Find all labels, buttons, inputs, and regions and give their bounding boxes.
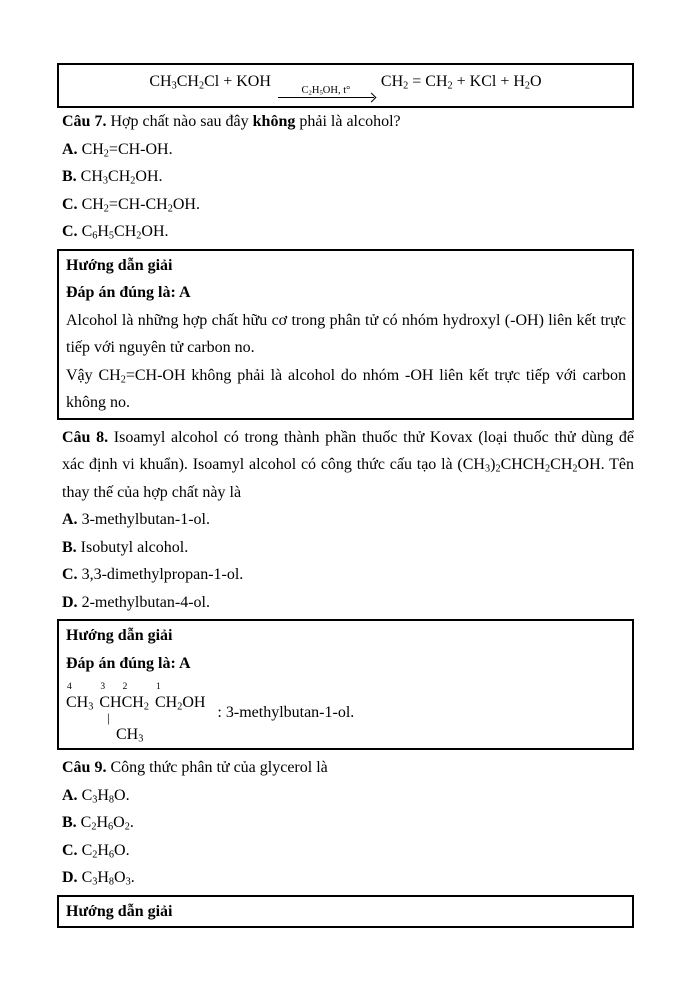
equation-box [57,63,634,108]
formula-carbon-4 [66,682,94,713]
question-7-option-b: B. $CH_3CH_2OH$. [62,168,163,187]
solution-7-box [57,249,634,420]
question-8-option-a: A. 3-methylbutan-1-ol. [62,511,210,528]
question-9-option-c: C. $C_2H_6O$. [62,841,130,860]
solution-7-answer: Đáp án đúng là: A [66,284,191,301]
question-9-option-a: A. $C_3H_8O$. [62,786,130,805]
formula-skeleton [66,681,205,745]
vertical-bond: | [107,710,110,725]
formula-carbon-2 [121,682,149,713]
carbon-group: $CH_2OH$ [154,694,206,713]
solution-7-heading: Hướng dẫn giải [66,256,173,274]
solution-8-box [57,619,634,750]
solution-7-explanation-2: Vậy $CH_2=CH-OH$ không phải là alcohol do nhóm -OH liên kết trực tiếp với carbon không no. [66,366,626,411]
structural-formula [66,681,626,745]
question-8-option-c: C. 3,3-dimethylpropan-1-ol. [62,566,244,583]
solution-8-answer: Đáp án đúng là: A [66,654,191,672]
question-9-option-d: D. $C_3H_8O_3$. [62,869,135,888]
formula-main-chain [66,681,205,712]
question-8-option-b: B. Isobutyl alcohol. [62,538,189,556]
solution-9-box [57,895,634,929]
arrow-line [278,97,374,103]
equation-right: $CH_2 = CH_2$ + KCl + $H_2O$ [380,73,542,92]
carbon-number: 2 [122,682,128,692]
equation-left: $CH_3CH_2Cl$ + KOH [149,73,271,92]
solution-7-explanation-1: Alcohol là những hợp chất hữu cơ trong phân tử có nhóm hydroxyl (-OH) liên kết trực tiếp với nguyên tử carbon no. [66,311,626,356]
question-7-option-a: A. $CH_2=CH-OH$. [62,140,173,159]
iupac-name: : 3-methylbutan-1-ol. [217,704,355,721]
chemical-equation [149,68,541,103]
solution-8-heading: Hướng dẫn giải [66,627,173,644]
carbon-group: CH [99,694,122,711]
question-8-title: Câu 8. Isoamyl alcohol có trong thành phần thuốc thử Kovax (loại thuốc thử dùng để xác định vi khuẩn). Isoamyl alcohol có công thức cấu tạo là $(CH_3)_2CHCH_2CH_2OH$. Tên thay thế của hợp chất này là [62,428,635,501]
formula-carbon-1 [154,682,206,713]
question-7-option-c: C. $CH_2=CH-CH_2OH$. [62,195,200,214]
question-9-option-b: B. $C_2H_6O_2$. [62,814,134,833]
reaction-arrow [278,85,374,103]
solution-9-heading: Hướng dẫn giải [66,902,173,920]
question-7-title: Câu 7. Hợp chất nào sau đây không phải là alcohol? [62,113,401,130]
carbon-number: 4 [67,682,72,692]
reaction-condition: $C_2H_5OH$, t° [301,85,351,97]
question-9-title: Câu 9. Công thức phân tử của glycerol là [62,759,328,776]
carbon-group: $CH_2$ [121,694,149,713]
methyl-branch: $CH_3$ [116,726,144,745]
formula-carbon-3 [99,682,122,712]
carbon-group: $CH_3$ [66,694,94,713]
question-7-option-c2: C. $C_6H_5CH_2OH$. [62,223,169,242]
carbon-number: 3 [100,682,106,692]
carbon-number: 1 [155,682,161,692]
question-8-option-d: D. 2-methylbutan-4-ol. [62,593,210,611]
